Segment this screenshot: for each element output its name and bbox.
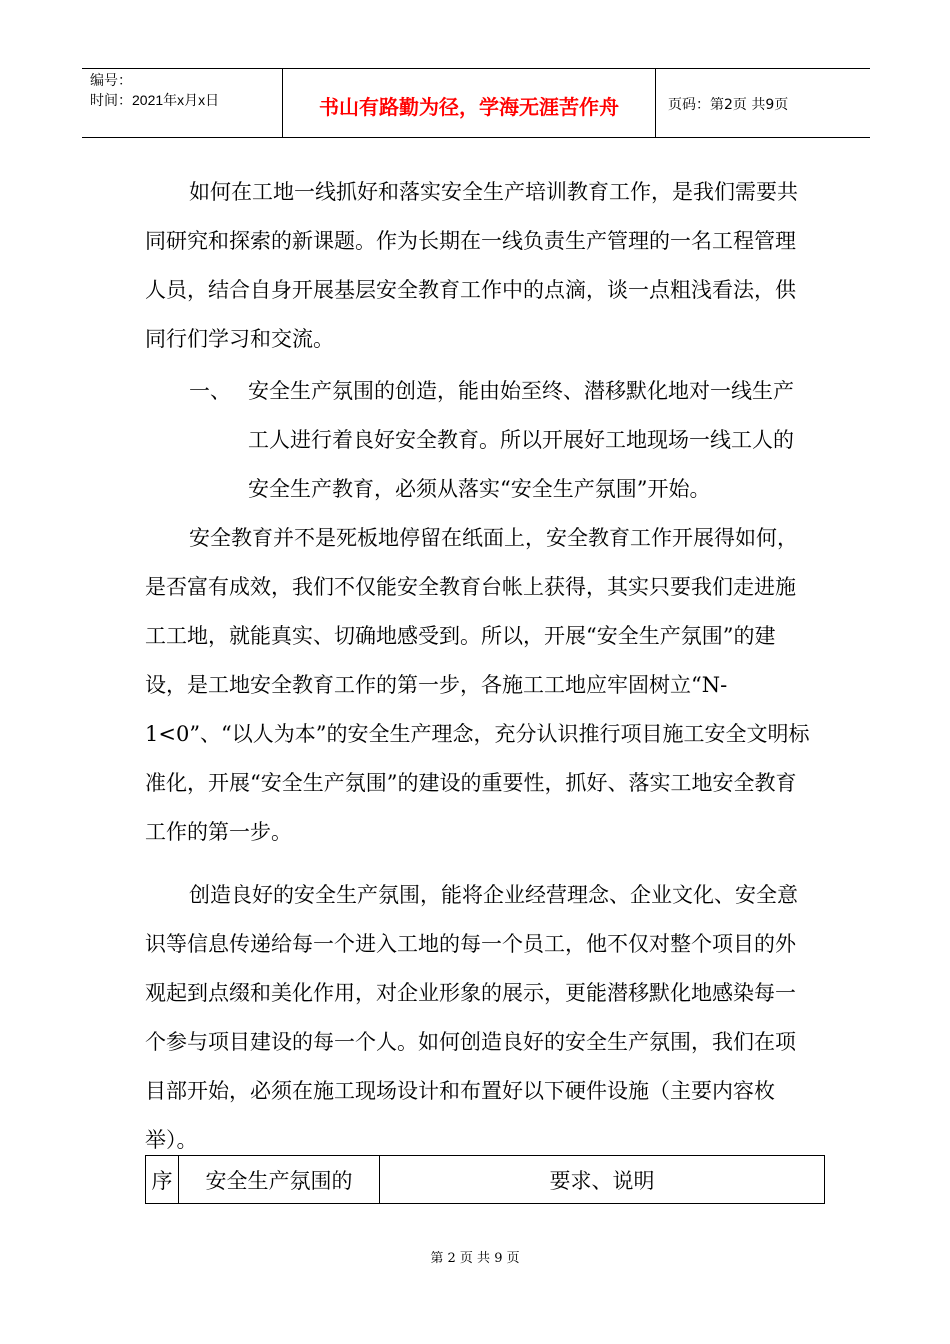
list-item-text: 安全生产氛围的创造，能由始至终、潜移默化地对一线生产工人进行着良好安全教育。所以开展好工地现场一线工人的安全生产教育，必须从落实“安全生产氛围”开始。	[248, 379, 794, 501]
header-meta-cell	[82, 69, 283, 137]
list-marker: 一、	[189, 379, 231, 403]
number-label: 编号：	[90, 72, 132, 88]
requirements-table	[145, 1155, 825, 1204]
page-info: 页码：第2页 共9页	[668, 97, 789, 113]
motto: 书山有路勤为径，学海无涯苦作舟	[319, 95, 619, 119]
header-cell-index: 序	[146, 1156, 179, 1204]
date-label: 时间：2021年x月x日	[90, 92, 220, 108]
paragraph-intro: 如何在工地一线抓好和落实安全生产培训教育工作，是我们需要共同研究和探索的新课题。作为长期在一线负责生产管理的一名工程管理人员，结合自身开展基层安全教育工作中的点滴，谈一点粗浅看法，供同行们学习和交流。	[145, 180, 798, 351]
header-cell-item: 安全生产氛围的	[179, 1156, 380, 1204]
page-footer: 第 2 页 共 9 页	[430, 1251, 520, 1266]
header-motto-cell	[283, 69, 656, 137]
document-body	[145, 168, 810, 1165]
list-item-one	[145, 367, 810, 514]
header-cell-requirements: 要求、说明	[380, 1156, 825, 1204]
header-page-cell	[656, 69, 870, 137]
page-header	[82, 68, 870, 138]
table-header-row	[146, 1156, 825, 1204]
paragraph-atmosphere: 创造良好的安全生产氛围，能将企业经营理念、企业文化、安全意识等信息传递给每一个进入工地的每一个员工，他不仅对整个项目的外观起到点缀和美化作用，对企业形象的展示，更能潜移默化地感染每一个参与项目建设的每一个人。如何创造良好的安全生产氛围，我们在项目部开始，必须在施工现场设计和布置好以下硬件设施（主要内容枚举）。	[145, 883, 798, 1152]
paragraph-education: 安全教育并不是死板地停留在纸面上，安全教育工作开展得如何，是否富有成效，我们不仅能安全教育台帐上获得，其实只要我们走进施工工地，就能真实、切确地感受到。所以，开展“安全生产氛围”的建设，是工地安全教育工作的第一步，各施工工地应牢固树立“N-1<0”、“以人为本”的安全生产理念，充分认识推行项目施工安全文明标准化，开展“安全生产氛围”的建设的重要性，抓好、落实工地安全教育工作的第一步。	[145, 526, 810, 844]
